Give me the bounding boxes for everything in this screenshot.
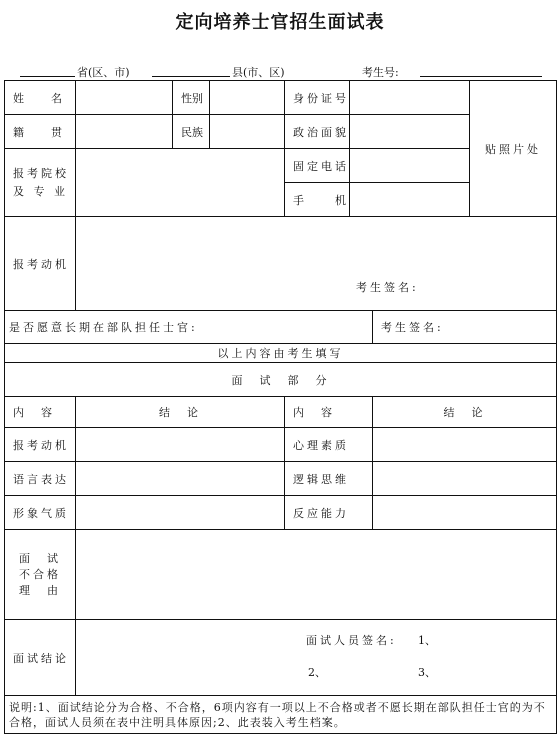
school-label-line2: 及 专 业	[13, 184, 68, 198]
exam-no-blank[interactable]	[420, 76, 542, 77]
interview-section-title: 面 试 部 分	[5, 363, 557, 397]
city-blank[interactable]	[152, 76, 230, 77]
name-field[interactable]	[76, 81, 173, 115]
fail-reason-field[interactable]	[76, 530, 557, 620]
name-label: 姓 名	[5, 81, 76, 115]
school-major-label	[5, 149, 76, 217]
exam-no-label: 考生号:	[362, 66, 399, 79]
interviewer-signature-label: 面试人员签名:	[306, 634, 397, 647]
motivation-signature-label: 考生签名:	[356, 281, 419, 294]
gender-label: 性别	[173, 81, 210, 115]
province-blank[interactable]	[20, 76, 75, 77]
content-header-right: 内 容	[285, 397, 373, 428]
interviewer-1-label: 1、	[418, 634, 436, 647]
criterion-motivation: 报考动机	[5, 428, 76, 462]
long-term-question: 是否愿意长期在部队担任士官:	[5, 311, 373, 344]
school-major-field[interactable]	[76, 149, 285, 217]
mobile-field[interactable]	[350, 183, 470, 217]
interview-form-table	[4, 80, 557, 734]
fail-reason-label	[5, 530, 76, 620]
ethnic-field[interactable]	[210, 115, 285, 149]
interview-conclusion-field[interactable]	[76, 620, 557, 696]
candidate-fill-note: 以上内容由考生填写	[5, 344, 557, 363]
fail-reason-line3: 理 由	[19, 583, 61, 597]
fail-reason-line1: 面 试	[19, 551, 61, 565]
content-header-left: 内 容	[5, 397, 76, 428]
criterion-reaction: 反应能力	[285, 496, 373, 530]
form-instructions: 说明:1、面试结论分为合格、不合格，6项内容有一项以上不合格或者不愿长期在部队担任士官的为不合格，面试人员须在表中注明具体原因;2、此表装入考生档案。	[5, 696, 557, 734]
interviewer-3-label: 3、	[418, 666, 436, 679]
criterion-appearance: 形象气质	[5, 496, 76, 530]
result-motivation[interactable]	[76, 428, 285, 462]
interviewer-2-label: 2、	[308, 666, 326, 679]
result-logic[interactable]	[373, 462, 557, 496]
province-label: 省(区、市)	[77, 66, 130, 79]
result-appearance[interactable]	[76, 496, 285, 530]
phone-label: 固定电话	[285, 149, 350, 183]
native-place-label: 籍 贯	[5, 115, 76, 149]
motivation-label: 报考动机	[5, 217, 76, 311]
conclusion-header-left: 结 论	[76, 397, 285, 428]
long-term-signature-label: 考生签名:	[373, 311, 557, 344]
political-field[interactable]	[350, 115, 470, 149]
photo-area[interactable]: 贴照片处	[470, 81, 557, 217]
result-language[interactable]	[76, 462, 285, 496]
county-label: 县(市、区)	[232, 66, 285, 79]
result-reaction[interactable]	[373, 496, 557, 530]
ethnic-label: 民族	[173, 115, 210, 149]
mobile-label: 手 机	[285, 183, 350, 217]
motivation-field[interactable]	[76, 217, 557, 311]
form-title: 定向培养士官招生面试表	[175, 12, 385, 33]
phone-field[interactable]	[350, 149, 470, 183]
id-no-label: 身份证号	[285, 81, 350, 115]
conclusion-header-right: 结 论	[373, 397, 557, 428]
fail-reason-line2: 不合格	[19, 567, 61, 581]
native-place-field[interactable]	[76, 115, 173, 149]
criterion-psychology: 心理素质	[285, 428, 373, 462]
gender-field[interactable]	[210, 81, 285, 115]
criterion-language: 语言表达	[5, 462, 76, 496]
result-psychology[interactable]	[373, 428, 557, 462]
political-label: 政治面貌	[285, 115, 350, 149]
id-no-field[interactable]	[350, 81, 470, 115]
criterion-logic: 逻辑思维	[285, 462, 373, 496]
interview-conclusion-label: 面试结论	[5, 620, 76, 696]
school-label-line1: 报考院校	[13, 166, 69, 180]
